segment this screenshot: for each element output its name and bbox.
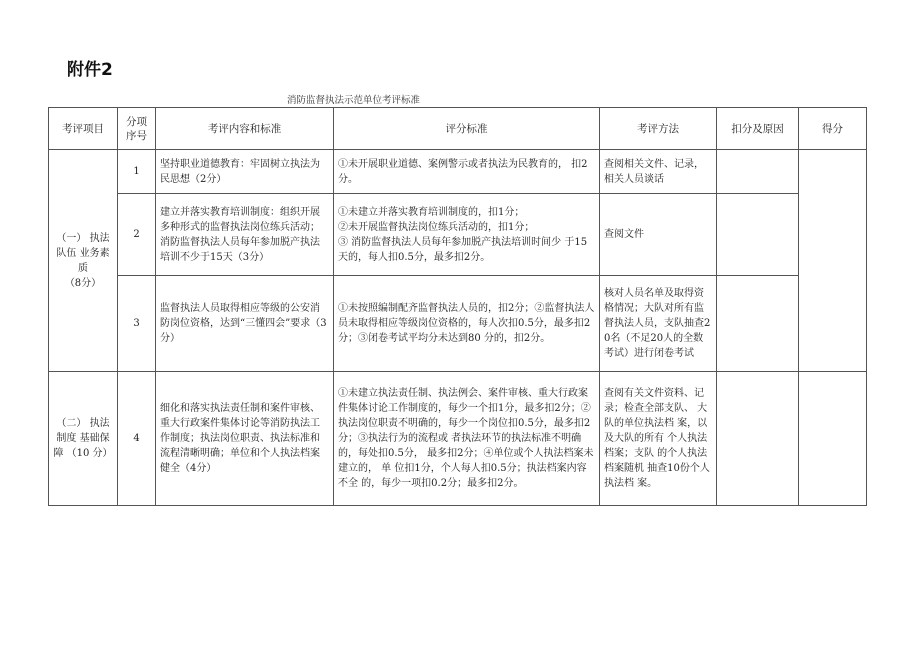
row-content: 细化和落实执法责任制和案件审核、重大行政案件集体讨论等消防执法工作制度；执法岗位职责、执法标准和流程清晰明确；单位和个人执法档案健全（4分） — [156, 372, 334, 506]
evaluation-table — [48, 107, 867, 506]
table-row — [49, 372, 867, 506]
row-method: 查阅相关文件、记录， 相关人员谈话 — [600, 150, 717, 194]
row-content: 监督执法人员取得相应等级的公安消防岗位资格，达到“三懂四会”要求（3分） — [156, 276, 334, 372]
row-scoring — [334, 150, 600, 194]
document-caption: 消防监督执法示范单位考评标准 — [287, 95, 421, 106]
header-evaluation-method: 考评方法 — [600, 108, 717, 150]
row-method: 核对人员名单及取得资格情况；大队对所有监督执法人员，支队抽查20名（不足20人的全数考试）进行闭卷考试 — [600, 276, 717, 372]
deduction-cell — [717, 150, 799, 194]
row-seq: 4 — [118, 372, 156, 506]
table-header-row — [49, 108, 867, 150]
row-method: 查阅文件 — [600, 194, 717, 276]
header-deduction-reason: 扣分及原因 — [717, 108, 799, 150]
scoring-line: ①未建立并落实教育培训制度的，扣1分； — [338, 206, 525, 218]
scoring-line: ①未开展职业道德、案例警示或者执法为民教育的， 扣2分。 — [338, 158, 588, 185]
scoring-line: ③ 消防监督执法人员每年参加脱产执法培训时间少 于15天的，每人扣0.5分，最多扣2分。 — [338, 236, 588, 263]
deduction-cell — [717, 194, 799, 276]
header-sub-item-number: 分项序号 — [118, 108, 156, 150]
category-system-guarantee — [49, 372, 118, 506]
category-label: （一） 执法队伍 业务素质 — [56, 232, 110, 274]
deduction-cell — [717, 372, 799, 506]
row-seq: 2 — [118, 194, 156, 276]
row-scoring — [334, 372, 600, 506]
deduction-cell — [717, 276, 799, 372]
header-score: 得分 — [799, 108, 867, 150]
header-evaluation-item: 考评项目 — [49, 108, 118, 150]
row-scoring — [334, 194, 600, 276]
scoring-line: ①未按照编制配齐监督执法人员的，扣2分；②监督执法人员未取得相应等级岗位资格的，每人次扣0.5分，最多扣2分；③闭卷考试平均分未达到80 分的，扣2分。 — [338, 303, 595, 344]
row-seq: 1 — [118, 150, 156, 194]
table-row — [49, 150, 867, 194]
category-score: （8分） — [64, 277, 102, 289]
score-cell — [799, 150, 867, 372]
row-method: 查阅有关文件资料、记录；检查全部支队、 大队的单位执法档 案，以及大队的所有 个人执法档案；支队 的个人执法档案随机 抽查10份个人执法档 案。 — [600, 372, 717, 506]
table-row — [49, 194, 867, 276]
row-content: 坚持职业道德教育：牢固树立执法为民思想（2分） — [156, 150, 334, 194]
attachment-heading: 附件2 — [67, 60, 113, 80]
scoring-line: ②未开展监督执法岗位练兵活动的，扣1分； — [338, 221, 535, 233]
score-cell — [799, 372, 867, 506]
row-content: 建立并落实教育培训制度：组织开展多种形式的监督执法岗位练兵活动；消防监督执法人员每年参加脱产执法培训不少于15天（3分） — [156, 194, 334, 276]
row-scoring — [334, 276, 600, 372]
category-team-quality — [49, 150, 118, 372]
table-row — [49, 276, 867, 372]
row-seq: 3 — [118, 276, 156, 372]
header-content-and-standard: 考评内容和标准 — [156, 108, 334, 150]
scoring-line: ①未建立执法责任制、执法例会、案件审核、重大行政案件集体讨论工作制度的，每少一个扣1分，最多扣2分；②执法岗位职责不明确的，每少一个岗位扣0.5分，最多扣2分；③执法行为的流程或 者执法环节的执法标准不明确的，每处扣0.5分， 最多扣2分；④单位或个人执法档案未建立的， 单 位扣1分，个人每人扣0.5分；执法档案内容不全 的，每少一项扣0.2分；最多扣2分。 — [338, 388, 594, 489]
category-label: （二） 执法制度 基础保障 （10 分） — [53, 418, 113, 459]
header-scoring-standard: 评分标准 — [334, 108, 600, 150]
